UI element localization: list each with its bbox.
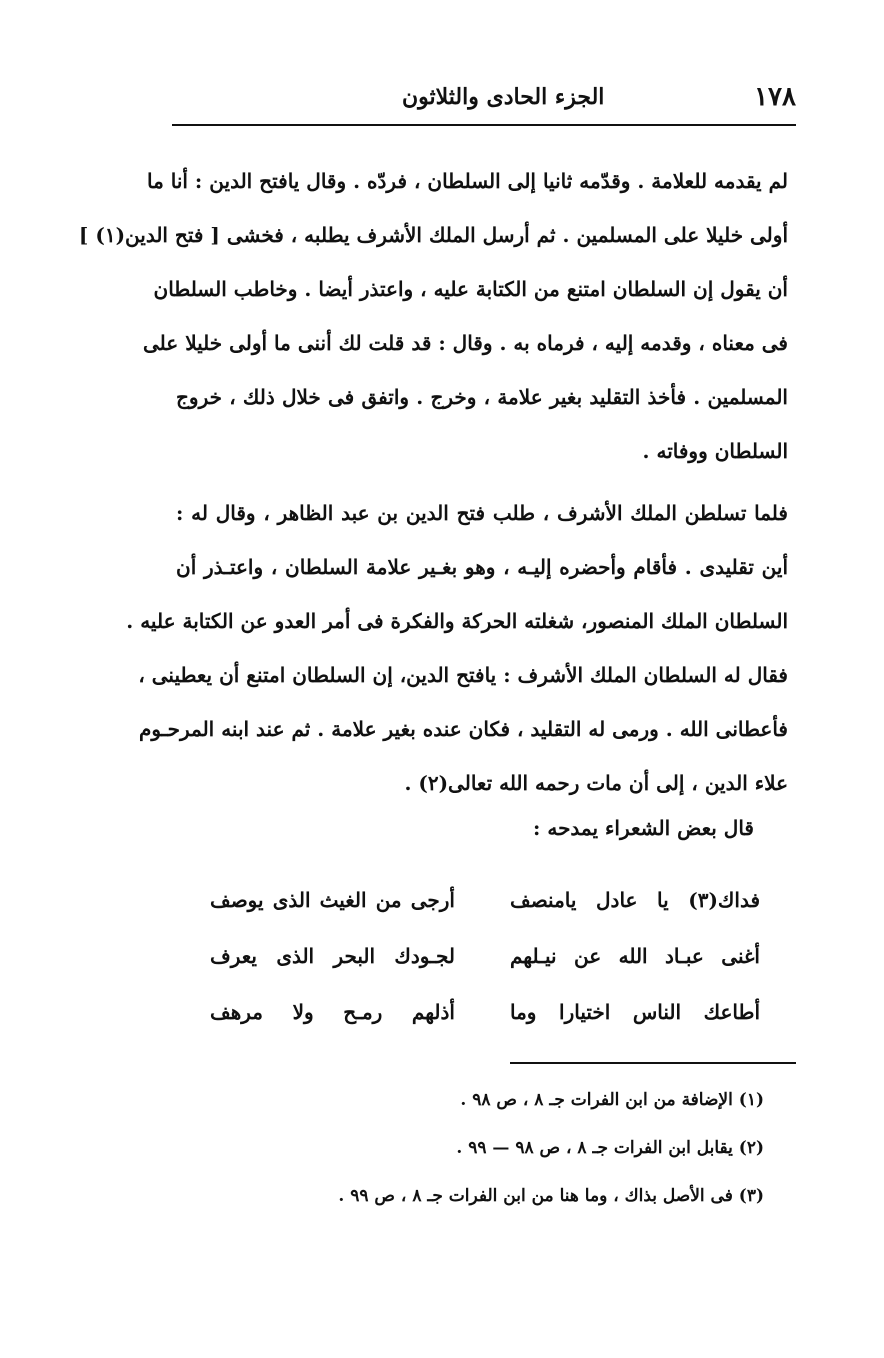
verse-line (210, 944, 760, 998)
verse-first-hemistich: أغنى عبـاد الله عن نيـلهم (510, 944, 760, 968)
running-title: الجزء الحادى والثلاثون (402, 84, 605, 110)
paragraph-line: فى معناه ، وقدمه إليه ، فرماه به . وقال : قد قلت لك أننى ما أولى خليلا على (143, 331, 788, 355)
verse-second-hemistich: أذلهم رمـح ولا مرهف (210, 1000, 455, 1024)
verse-first-hemistich: أطاعك الناس اختيارا وما (510, 1000, 760, 1024)
footnote-rule (510, 1062, 796, 1064)
footnotes (338, 1090, 764, 1234)
page-number: ١٧٨ (754, 82, 796, 112)
paragraph-line: فأعطانى الله . ورمى له التقليد ، فكان عنده بغير علامة . ثم عند ابنه المرحـوم (139, 717, 788, 741)
paragraph-line: لم يقدمه للعلامة . وقدّمه ثانيا إلى السلطان ، فردّه . وقال يافتح الدين : أنا ما (146, 169, 788, 193)
paragraph-line: السلطان ووفاته . (642, 439, 788, 463)
verse-second-hemistich: لجـودك البحر الذى يعرف (210, 944, 455, 968)
paragraph-line: أين تقليدى . فأقام وأحضره إليـه ، وهو بغـير علامة السلطان ، واعتـذر أن (176, 555, 788, 579)
footnote: (٣) فى الأصل بذاك ، وما هنا من ابن الفرات جـ ٨ ، ص ٩٩ . (338, 1186, 764, 1206)
verse-line (210, 888, 760, 942)
paragraph-line: فلما تسلطن الملك الأشرف ، طلب فتح الدين بن عبد الظاهر ، وقال له : (176, 501, 788, 525)
paragraph-1 (78, 154, 788, 478)
paragraph-line: أولى خليلا على المسلمين . ثم أرسل الملك الأشرف يطلبه ، فخشى [ فتح الدين(١) ] (78, 223, 788, 247)
paragraph-2 (126, 486, 788, 810)
paragraph-line: أن يقول إن السلطان امتنع من الكتابة عليه ، واعتذر أيضا . وخاطب السلطان (153, 277, 788, 301)
header-rule (172, 124, 796, 126)
footnote: (٢) يقابل ابن الفرات جـ ٨ ، ص ٩٨ — ٩٩ . (456, 1138, 764, 1158)
footnote: (١) الإضافة من ابن الفرات جـ ٨ ، ص ٩٨ . (460, 1090, 764, 1110)
paragraph-line: السلطان الملك المنصور، شغلته الحركة والفكرة فى أمر العدو عن الكتابة عليه . (126, 609, 788, 633)
verse-first-hemistich: فداك(٣) يا عادل يامنصف (510, 888, 760, 912)
verse-line (210, 1000, 760, 1054)
paragraph-line: المسلمين . فأخذ التقليد بغير علامة ، وخرج . واتفق فى خلال ذلك ، خروج (176, 385, 788, 409)
verse-second-hemistich: أرجى من الغيث الذى يوصف (210, 888, 455, 912)
paragraph-line: فقال له السلطان الملك الأشرف : يافتح الدين، إن السلطان امتنع أن يعطينى ، (138, 663, 788, 687)
paragraph-line: علاء الدين ، إلى أن مات رحمه الله تعالى(٢) . (404, 771, 788, 795)
page-header (172, 78, 796, 118)
poem-intro: قال بعض الشعراء يمدحه : (533, 816, 754, 840)
